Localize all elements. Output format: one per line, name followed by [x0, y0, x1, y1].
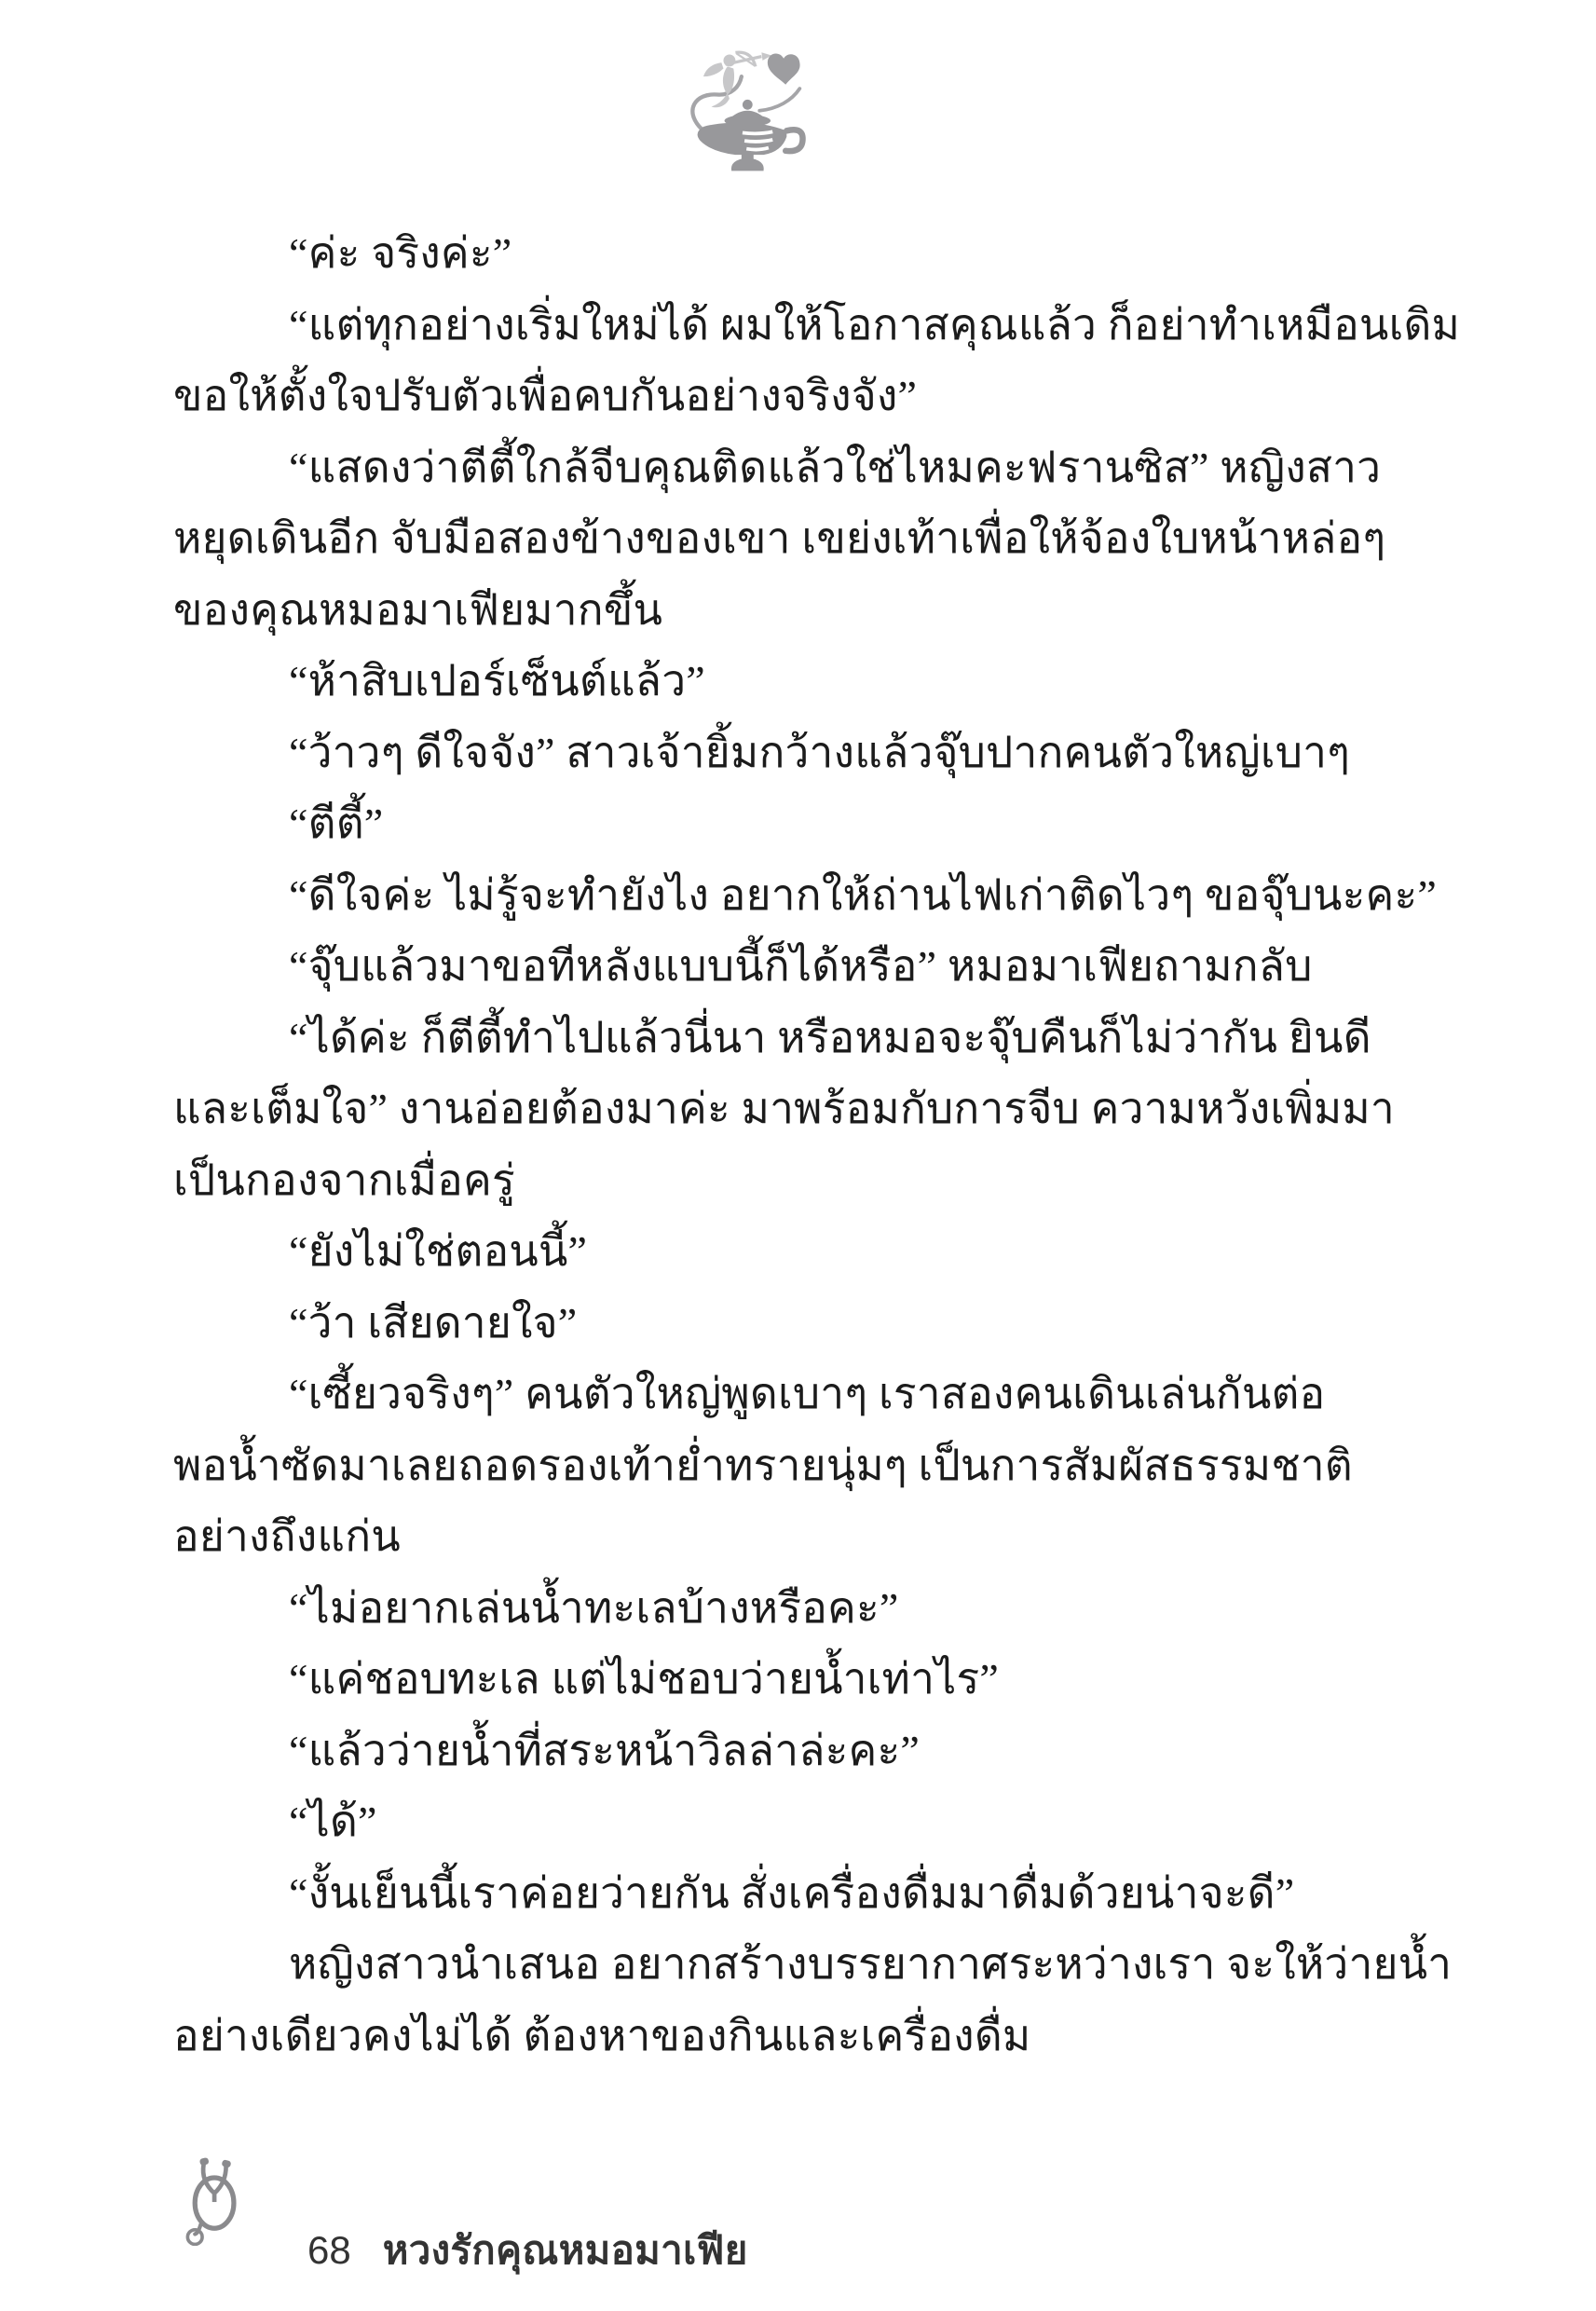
- body-line: “ได้ค่ะ ก็ตีตี้ทำไปแล้วนี่นา หรือหมอจะจุ๊บคืนก็ไม่ว่ากัน ยินดี: [289, 1013, 1371, 1061]
- smoke-swoosh: [759, 89, 799, 111]
- body-line: “แสดงว่าตีตี้ใกล้จีบคุณติดแล้วใช่ไหมคะฟรานซิส” หญิงสาว: [289, 443, 1382, 491]
- body-line: “ดีใจค่ะ ไม่รู้จะทำยังไง อยากให้ถ่านไฟเก่าติดไวๆ ขอจุ๊บนะคะ”: [289, 870, 1438, 919]
- body-line: “แต่ทุกอย่างเริ่มใหม่ได้ ผมให้โอกาสคุณแล้ว ก็อย่าทำเหมือนเดิม: [289, 300, 1461, 349]
- body-line: อย่างถึงแก่น: [173, 1512, 401, 1560]
- body-line: “ห้าสิบเปอร์เซ็นต์แล้ว”: [289, 657, 705, 704]
- body-line: “งั้นเย็นนี้เราค่อยว่ายกัน สั่งเครื่องดื่มมาดื่มด้วยน่าจะดี”: [289, 1868, 1295, 1917]
- body-line: หญิงสาวนำเสนอ อยากสร้างบรรยากาศระหว่างเรา จะให้ว่ายน้ำ: [289, 1940, 1453, 1988]
- text-block: [173, 218, 1461, 2072]
- body-line: “ว้าวๆ ดีใจจัง” สาวเจ้ายิ้มกว้างแล้วจุ๊บปากคนตัวใหญ่เบาๆ: [289, 728, 1351, 776]
- body-line: “ว้า เสียดายใจ”: [289, 1298, 578, 1347]
- body-line: “แค่ชอบทะเล แต่ไม่ชอบว่ายน้ำเท่าไร”: [289, 1655, 999, 1702]
- body-line: และเต็มใจ” งานอ่อยต้องมาค่ะ มาพร้อมกับการจีบ ความหวังเพิ่มมา: [173, 1085, 1395, 1132]
- body-line: “ไม่อยากเล่นน้ำทะเลบ้างหรือคะ”: [289, 1583, 899, 1632]
- body-line: ของคุณหมอมาเฟียมากขึ้น: [173, 585, 663, 634]
- body-line: หยุดเดินอีก จับมือสองข้างของเขา เขย่งเท้าเพื่อให้จ้องใบหน้าหล่อๆ: [173, 514, 1386, 562]
- genie-lamp-cupid-ornament-icon: [685, 48, 815, 179]
- page-number: 68: [307, 2228, 351, 2272]
- body-line: พอน้ำซัดมาเลยถอดรองเท้าย่ำทรายนุ่มๆ เป็นการสัมผัสธรรมชาติ: [173, 1441, 1353, 1489]
- body-line: “ยังไม่ใช่ตอนนี้”: [289, 1227, 588, 1275]
- body-line: อย่างเดียวคงไม่ได้ ต้องหาของกินและเครื่องดื่ม: [173, 2011, 1031, 2059]
- heart-icon: [768, 53, 800, 84]
- book-title: หวงรักคุณหมอมาเฟีย: [382, 2228, 748, 2272]
- body-line: “แล้วว่ายน้ำที่สระหน้าวิลล่าล่ะคะ”: [289, 1726, 921, 1774]
- cupid-icon: [703, 52, 771, 107]
- body-line: ขอให้ตั้งใจปรับตัวเพื่อคบกันอย่างจริงจัง”: [173, 372, 918, 419]
- body-line: “เซี้ยวจริงๆ” คนตัวใหญ่พูดเบาๆ เราสองคนเดินเล่นกันต่อ: [289, 1370, 1326, 1417]
- body-line: “ได้”: [289, 1798, 377, 1845]
- stethoscope-icon: [181, 2156, 244, 2246]
- genie-lamp-icon: [698, 100, 803, 171]
- page-footer: [0, 2153, 1596, 2283]
- body-line: เป็นกองจากเมื่อครู่: [173, 1156, 515, 1204]
- body-line: “ค่ะ จริงค่ะ”: [289, 229, 512, 277]
- body-line: “ตีตี้”: [289, 800, 384, 847]
- body-line: “จุ๊บแล้วมาขอทีหลังแบบนี้ก็ได้หรือ” หมอมาเฟียถามกลับ: [289, 942, 1313, 990]
